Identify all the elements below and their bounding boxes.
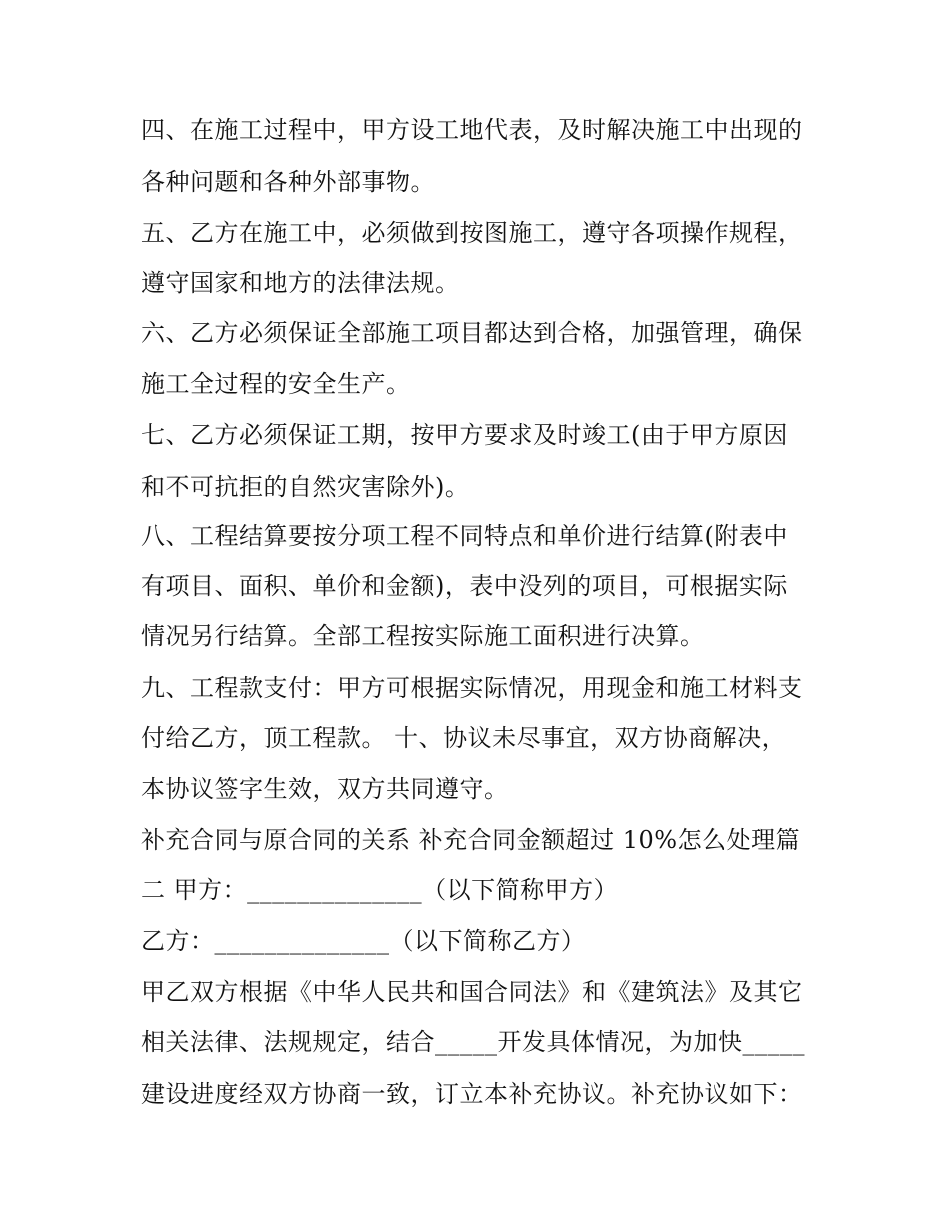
text-line: 各种问题和各种外部事物。 [141,168,435,196]
text-line: 九、工程款支付：甲方可根据实际情况，用现金和施工材料支 [141,674,803,702]
text-line: 六、乙方必须保证全部施工项目都达到合格，加强管理，确保 [141,319,803,347]
text-line: 补充合同与原合同的关系 补充合同金额超过 10%怎么处理篇 [141,826,801,854]
text-line: 乙方：______________（以下简称乙方） [141,927,586,955]
text-line: 四、在施工过程中，甲方设工地代表，及时解决施工中出现的 [141,116,803,144]
text-line: 建设进度经双方协商一致，订立本补充协议。补充协议如下： [141,1080,803,1108]
text-line: 二 甲方：______________（以下简称甲方） [141,876,619,904]
text-line: 付给乙方，顶工程款。 十、协议未尽事宜，双方协商解决， [141,724,787,752]
text-line: 和不可抗拒的自然灾害除外)。 [141,473,470,501]
text-line: 本协议签字生效，双方共同遵守。 [141,775,509,803]
text-line: 施工全过程的安全生产。 [141,370,411,398]
text-line: 有项目、面积、单价和金额)，表中没列的项目，可根据实际 [141,572,788,600]
text-line: 八、工程结算要按分项工程不同特点和单价进行结算(附表中 [141,522,788,550]
text-line: 遵守国家和地方的法律法规。 [141,269,460,297]
text-line: 七、乙方必须保证工期，按甲方要求及时竣工(由于甲方原因 [141,421,788,449]
text-line: 情况另行结算。全部工程按实际施工面积进行决算。 [141,622,705,650]
text-line: 五、乙方在施工中，必须做到按图施工，遵守各项操作规程， [141,219,803,247]
text-line: 相关法律、法规规定，结合_____开发具体情况，为加快_____ [141,1028,805,1056]
text-line: 甲乙双方根据《中华人民共和国合同法》和《建筑法》及其它 [141,978,803,1006]
